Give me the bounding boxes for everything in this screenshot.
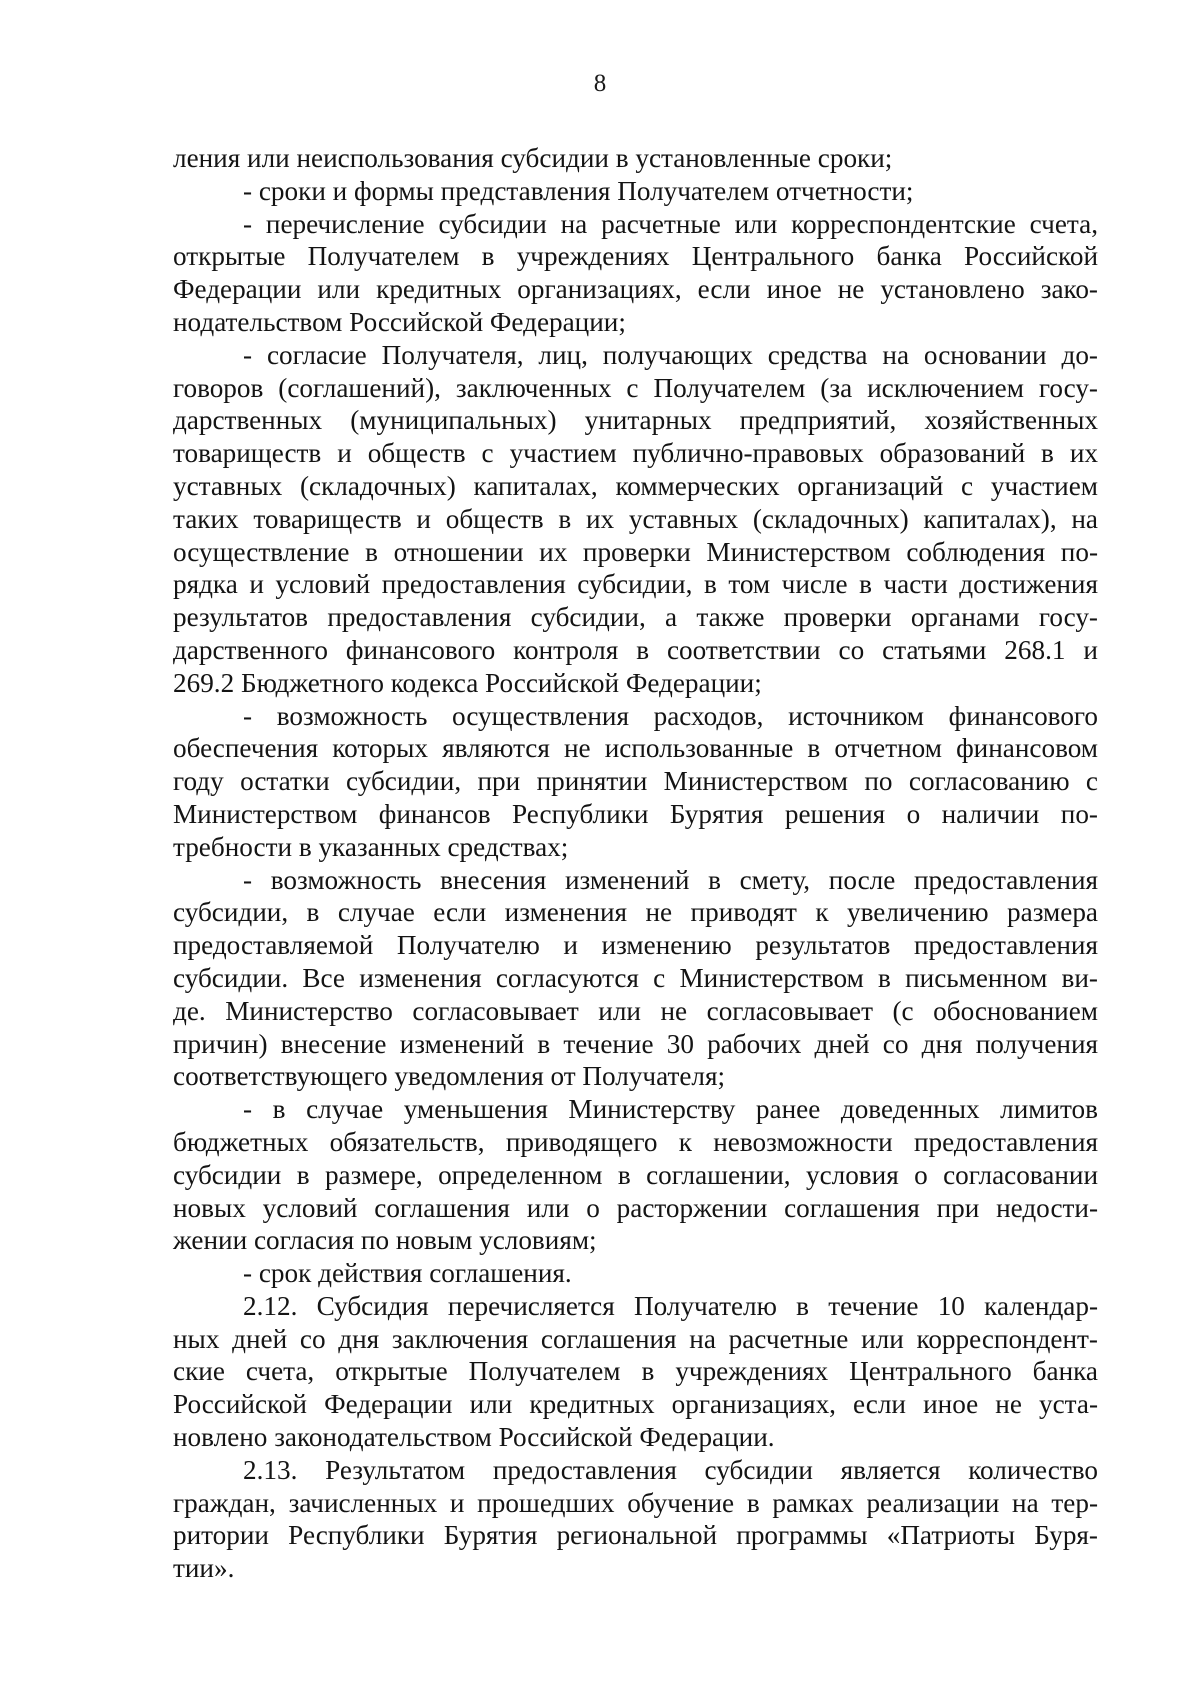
text-line: субсидии, в случае если изменения не приводят к увеличению размера bbox=[173, 897, 1098, 928]
text-line: ские счета, открытые Получателем в учреждениях Центрального банка bbox=[173, 1356, 1098, 1387]
text-line: Российской Федерации или кредитных организациях, если иное не уста- bbox=[173, 1389, 1098, 1420]
text-line: ритории Республики Бурятия региональной программы «Патриоты Буря- bbox=[173, 1520, 1098, 1551]
text-line: открытые Получателем в учреждениях Центрального банка Российской bbox=[173, 241, 1098, 272]
text-line: де. Министерство согласовывает или не согласовывает (с обоснованием bbox=[173, 995, 1098, 1026]
text-line: товариществ и обществ с участием публично-правовых образований в их bbox=[173, 438, 1098, 469]
text-line: граждан, зачисленных и прошедших обучение в рамках реализации на тер- bbox=[173, 1487, 1098, 1518]
text-line: - возможность внесения изменений в смету, после предоставления bbox=[243, 864, 1098, 895]
text-line: - возможность осуществления расходов, источником финансового bbox=[243, 700, 1098, 731]
text-line: осуществление в отношении их проверки Министерством соблюдения по- bbox=[173, 536, 1098, 567]
text-line: тии». bbox=[173, 1553, 235, 1584]
text-line: Федерации или кредитных организациях, если иное не установлено зако- bbox=[173, 274, 1098, 305]
text-line: 2.12. Субсидия перечисляется Получателю в течение 10 календар- bbox=[243, 1290, 1098, 1321]
text-line: соответствующего уведомления от Получателя; bbox=[173, 1061, 726, 1092]
text-line: 2.13. Результатом предоставления субсидии является количество bbox=[243, 1454, 1098, 1485]
text-line: - в случае уменьшения Министерству ранее доведенных лимитов bbox=[243, 1094, 1098, 1125]
text-line: субсидии. Все изменения согласуются с Министерством в письменном ви- bbox=[173, 962, 1098, 993]
text-line: Министерством финансов Республики Бурятия решения о наличии по- bbox=[173, 798, 1098, 829]
text-line: дарственных (муниципальных) унитарных предприятий, хозяйственных bbox=[173, 405, 1098, 436]
text-line: - перечисление субсидии на расчетные или корреспондентские счета, bbox=[243, 208, 1098, 239]
text-line: обеспечения которых являются не использованные в отчетном финансовом bbox=[173, 733, 1098, 764]
text-line: говоров (соглашений), заключенных с Получателем (за исключением госу- bbox=[173, 372, 1098, 403]
text-line: уставных (складочных) капиталах, коммерческих организаций с участием bbox=[173, 470, 1098, 501]
text-line: нодательством Российской Федерации; bbox=[173, 306, 626, 337]
text-line: новлено законодательством Российской Федерации. bbox=[173, 1422, 775, 1453]
text-line: - сроки и формы представления Получателем отчетности; bbox=[243, 175, 914, 206]
text-line: ных дней со дня заключения соглашения на расчетные или корреспондент- bbox=[173, 1323, 1098, 1354]
text-line: причин) внесение изменений в течение 30 рабочих дней со дня получения bbox=[173, 1028, 1098, 1059]
text-line: - срок действия соглашения. bbox=[243, 1258, 572, 1289]
text-line: таких товариществ и обществ в их уставных (складочных) капиталах), на bbox=[173, 503, 1098, 534]
text-line: 269.2 Бюджетного кодекса Российской Федерации; bbox=[173, 667, 762, 698]
text-line: дарственного финансового контроля в соответствии со статьями 268.1 и bbox=[173, 634, 1098, 665]
page-number: 8 bbox=[593, 70, 607, 97]
text-line: предоставляемой Получателю и изменению результатов предоставления bbox=[173, 930, 1098, 961]
document-body bbox=[173, 142, 1098, 1585]
text-line: рядка и условий предоставления субсидии, в том числе в части достижения bbox=[173, 569, 1098, 600]
text-line: ления или неиспользования субсидии в установленные сроки; bbox=[173, 143, 893, 173]
text-line: - согласие Получателя, лиц, получающих средства на основании до- bbox=[243, 339, 1098, 370]
text-line: жении согласия по новым условиям; bbox=[173, 1225, 597, 1256]
text-line: году остатки субсидии, при принятии Министерством по согласованию с bbox=[173, 766, 1098, 797]
text-line: бюджетных обязательств, приводящего к невозможности предоставления bbox=[173, 1126, 1098, 1157]
text-line: требности в указанных средствах; bbox=[173, 831, 569, 862]
text-line: субсидии в размере, определенном в соглашении, условия о согласовании bbox=[173, 1159, 1098, 1190]
text-line: результатов предоставления субсидии, а также проверки органами госу- bbox=[173, 602, 1098, 633]
text-line: новых условий соглашения или о расторжении соглашения при недости- bbox=[173, 1192, 1098, 1223]
